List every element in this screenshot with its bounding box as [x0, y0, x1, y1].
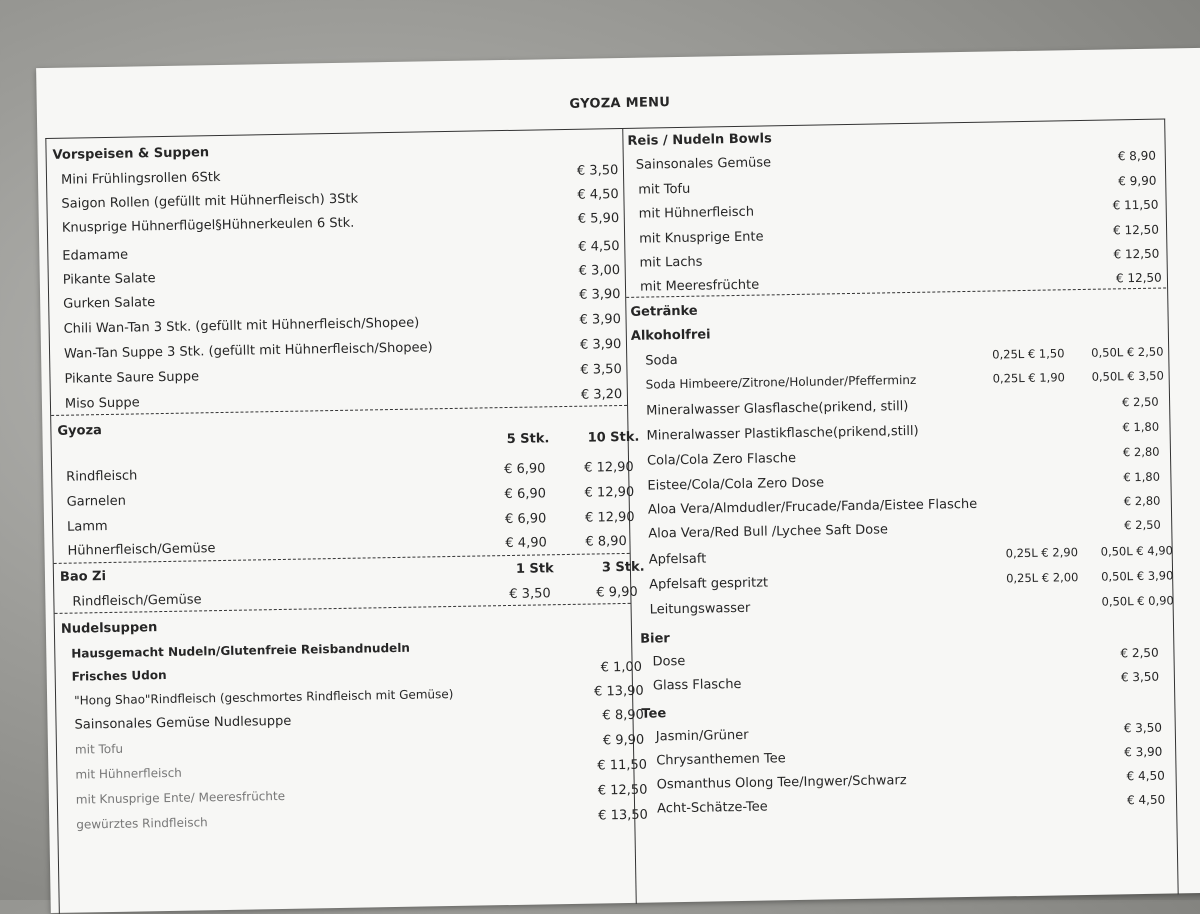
item-price: € 1,00	[600, 659, 643, 676]
item-price: € 12,90	[584, 484, 635, 501]
item-name: Cola/Cola Zero Flasche	[646, 450, 797, 469]
item-price-large: 0,50L € 2,50	[1091, 344, 1164, 360]
item-name: Hühnerfleisch/Gemüse	[67, 541, 216, 559]
item-price: € 6,90	[504, 486, 547, 503]
item-price: € 2,80	[1123, 493, 1161, 509]
item-name: Aloa Vera/Red Bull /Lychee Saft Dose	[648, 522, 889, 542]
nudelsuppen-subheading: Hausgemacht Nudeln/Glutenfreie Reisbandnudeln	[71, 640, 411, 661]
item-name: mit Meeresfrüchte	[639, 277, 760, 295]
item-name: "Hong Shao"Rindfleisch (geschmortes Rindfleisch mit Gemüse)	[74, 686, 454, 708]
item-price: € 2,50	[1124, 517, 1161, 533]
item-name: Chili Wan-Tan 3 Stk. (gefüllt mit Hühnerfleisch/Shopee)	[63, 315, 420, 337]
item-price: € 4,50	[1126, 792, 1166, 808]
item-price: € 13,50	[598, 807, 648, 824]
alkoholfrei-heading: Alkoholfrei	[630, 327, 711, 344]
item-name: Mineralwasser Plastikflasche(prikend,still)	[646, 423, 919, 444]
item-name: Garnelen	[66, 493, 127, 510]
item-price: € 6,90	[504, 461, 546, 478]
col-header-10stk: 10 Stk.	[587, 429, 640, 446]
item-name: mit Hühnerfleisch	[638, 204, 755, 222]
item-name: Mineralwasser Glasflasche(prikend, still)	[646, 399, 909, 419]
gyoza-heading: Gyoza	[57, 423, 102, 439]
item-price-large: 0,50L € 3,90	[1101, 568, 1174, 584]
item-price-large: 0,50L € 4,90	[1100, 543, 1174, 559]
col-header-1stk: 1 Stk	[515, 561, 554, 577]
item-price: € 3,50	[1120, 669, 1160, 685]
item-price: € 3,90	[1124, 744, 1163, 760]
item-price: € 4,50	[578, 239, 620, 255]
right-column	[623, 120, 1176, 904]
item-name: Pikante Saure Suppe	[64, 369, 200, 387]
item-name: Frisches Udon	[71, 667, 167, 684]
item-price: € 4,50	[1126, 768, 1165, 784]
item-name: Edamame	[62, 247, 129, 264]
item-price: € 1,80	[1123, 469, 1161, 485]
item-price: € 5,90	[577, 211, 620, 227]
item-name: Chrysanthemen Tee	[656, 751, 786, 769]
item-price-small: 0,25L € 2,90	[1005, 545, 1079, 561]
item-name: mit Knusprige Ente/ Meeresfrüchte	[75, 788, 286, 807]
item-price: € 4,50	[577, 187, 619, 203]
item-name: Sainsonales Gemüse Nudlesuppe	[74, 713, 292, 733]
item-price-small: 0,25L € 2,00	[1006, 570, 1079, 586]
item-price: € 8,90	[1117, 148, 1157, 164]
item-price: € 3,50	[1123, 720, 1163, 736]
item-price: € 2,50	[1121, 394, 1159, 410]
item-price: € 6,90	[504, 511, 547, 528]
item-price: € 3,00	[578, 263, 621, 279]
item-price: € 11,50	[597, 757, 648, 774]
item-price: € 13,90	[593, 683, 644, 700]
item-price: € 12,90	[584, 509, 635, 526]
tee-heading: Tee	[641, 706, 667, 722]
baozi-heading: Bao Zi	[59, 569, 107, 585]
col-header-5stk: 5 Stk.	[506, 431, 550, 448]
item-price-large: 0,50L € 0,90	[1101, 593, 1174, 609]
item-name: Leitungswasser	[649, 600, 751, 618]
menu-sheet	[36, 48, 1200, 913]
item-name: Apfelsaft	[648, 551, 707, 568]
item-price: € 3,90	[579, 312, 622, 328]
item-price: € 3,20	[580, 386, 623, 403]
item-name: Soda	[645, 353, 678, 369]
item-name: Saigon Rollen (gefüllt mit Hühnerfleisch) 3Stk	[61, 191, 359, 212]
item-name: Osmanthus Olong Tee/Ingwer/Schwarz	[656, 773, 907, 793]
item-price: € 3,50	[580, 361, 622, 378]
item-name: mit Knusprige Ente	[639, 229, 764, 247]
item-name: Knusprige Hühnerflügel§Hühnerkeulen 6 Stk.	[61, 215, 355, 236]
col-header-3stk: 3 Stk.	[601, 559, 645, 576]
item-name: mit Tofu	[638, 181, 691, 198]
nudelsuppen-heading: Nudelsuppen	[60, 620, 158, 637]
bier-heading: Bier	[640, 631, 670, 647]
item-price: € 9,90	[602, 732, 645, 749]
item-price-large: 0,50L € 3,50	[1091, 368, 1164, 384]
item-price: € 3,50	[509, 586, 551, 602]
item-price: € 4,90	[505, 535, 547, 552]
item-price-small: 0,25L € 1,50	[992, 346, 1065, 362]
item-name: mit Tofu	[74, 741, 124, 757]
getraenke-heading: Getränke	[630, 303, 698, 320]
item-name: Lamm	[66, 518, 108, 535]
item-name: Miso Suppe	[64, 395, 140, 412]
item-price: € 12,50	[1112, 222, 1160, 238]
item-price: € 12,50	[1115, 270, 1162, 286]
left-column	[46, 129, 648, 914]
item-name: Sainsonales Gemüse	[635, 155, 772, 173]
item-price: € 3,50	[576, 163, 619, 179]
item-price: € 12,90	[584, 459, 634, 476]
item-name: Dose	[652, 653, 686, 670]
item-price: € 1,80	[1122, 419, 1160, 435]
item-price: € 9,90	[596, 584, 638, 601]
item-price: € 12,50	[1113, 246, 1160, 262]
item-name: Acht-Schätze-Tee	[656, 799, 768, 817]
item-name: Soda Himbeere/Zitrone/Holunder/Pfefferminz	[645, 372, 917, 392]
item-price: € 3,90	[579, 287, 621, 303]
item-name: Aloa Vera/Almdudler/Frucade/Fanda/Eistee Flasche	[647, 496, 978, 518]
item-price: € 8,90	[602, 707, 644, 724]
item-name: Apfelsaft gespritzt	[649, 575, 769, 593]
item-name: mit Hühnerfleisch	[75, 765, 182, 782]
item-name: Jasmin/Grüner	[655, 727, 749, 745]
item-price: € 8,90	[585, 533, 627, 550]
bowls-heading: Reis / Nudeln Bowls	[627, 131, 772, 149]
menu-title: GYOZA MENU	[569, 95, 671, 112]
item-name: Pikante Salate	[62, 271, 156, 288]
item-name: Glass Flasche	[652, 676, 742, 694]
item-name: Mini Frühlingsrollen 6Stk	[60, 169, 221, 188]
item-name: Rindfleisch	[66, 468, 138, 485]
item-price-small: 0,25L € 1,90	[992, 370, 1066, 386]
item-price: € 12,50	[597, 782, 648, 799]
item-name: mit Lachs	[639, 254, 703, 271]
menu-table	[45, 118, 1178, 913]
item-name: Wan-Tan Suppe 3 Stk. (gefüllt mit Hühnerfleisch/Shopee)	[63, 340, 433, 362]
item-price: € 2,50	[1120, 645, 1159, 661]
item-price: € 9,90	[1118, 173, 1157, 189]
item-price: € 11,50	[1112, 197, 1159, 213]
item-name: Eistee/Cola/Cola Zero Dose	[647, 475, 825, 494]
item-price: € 2,80	[1122, 444, 1160, 460]
vorspeisen-heading: Vorspeisen & Suppen	[52, 145, 210, 163]
item-price: € 3,90	[579, 337, 622, 353]
item-name: Rindfleisch/Gemüse	[72, 592, 202, 610]
item-name: Gurken Salate	[63, 295, 156, 312]
item-name: gewürztes Rindfleisch	[76, 815, 208, 832]
